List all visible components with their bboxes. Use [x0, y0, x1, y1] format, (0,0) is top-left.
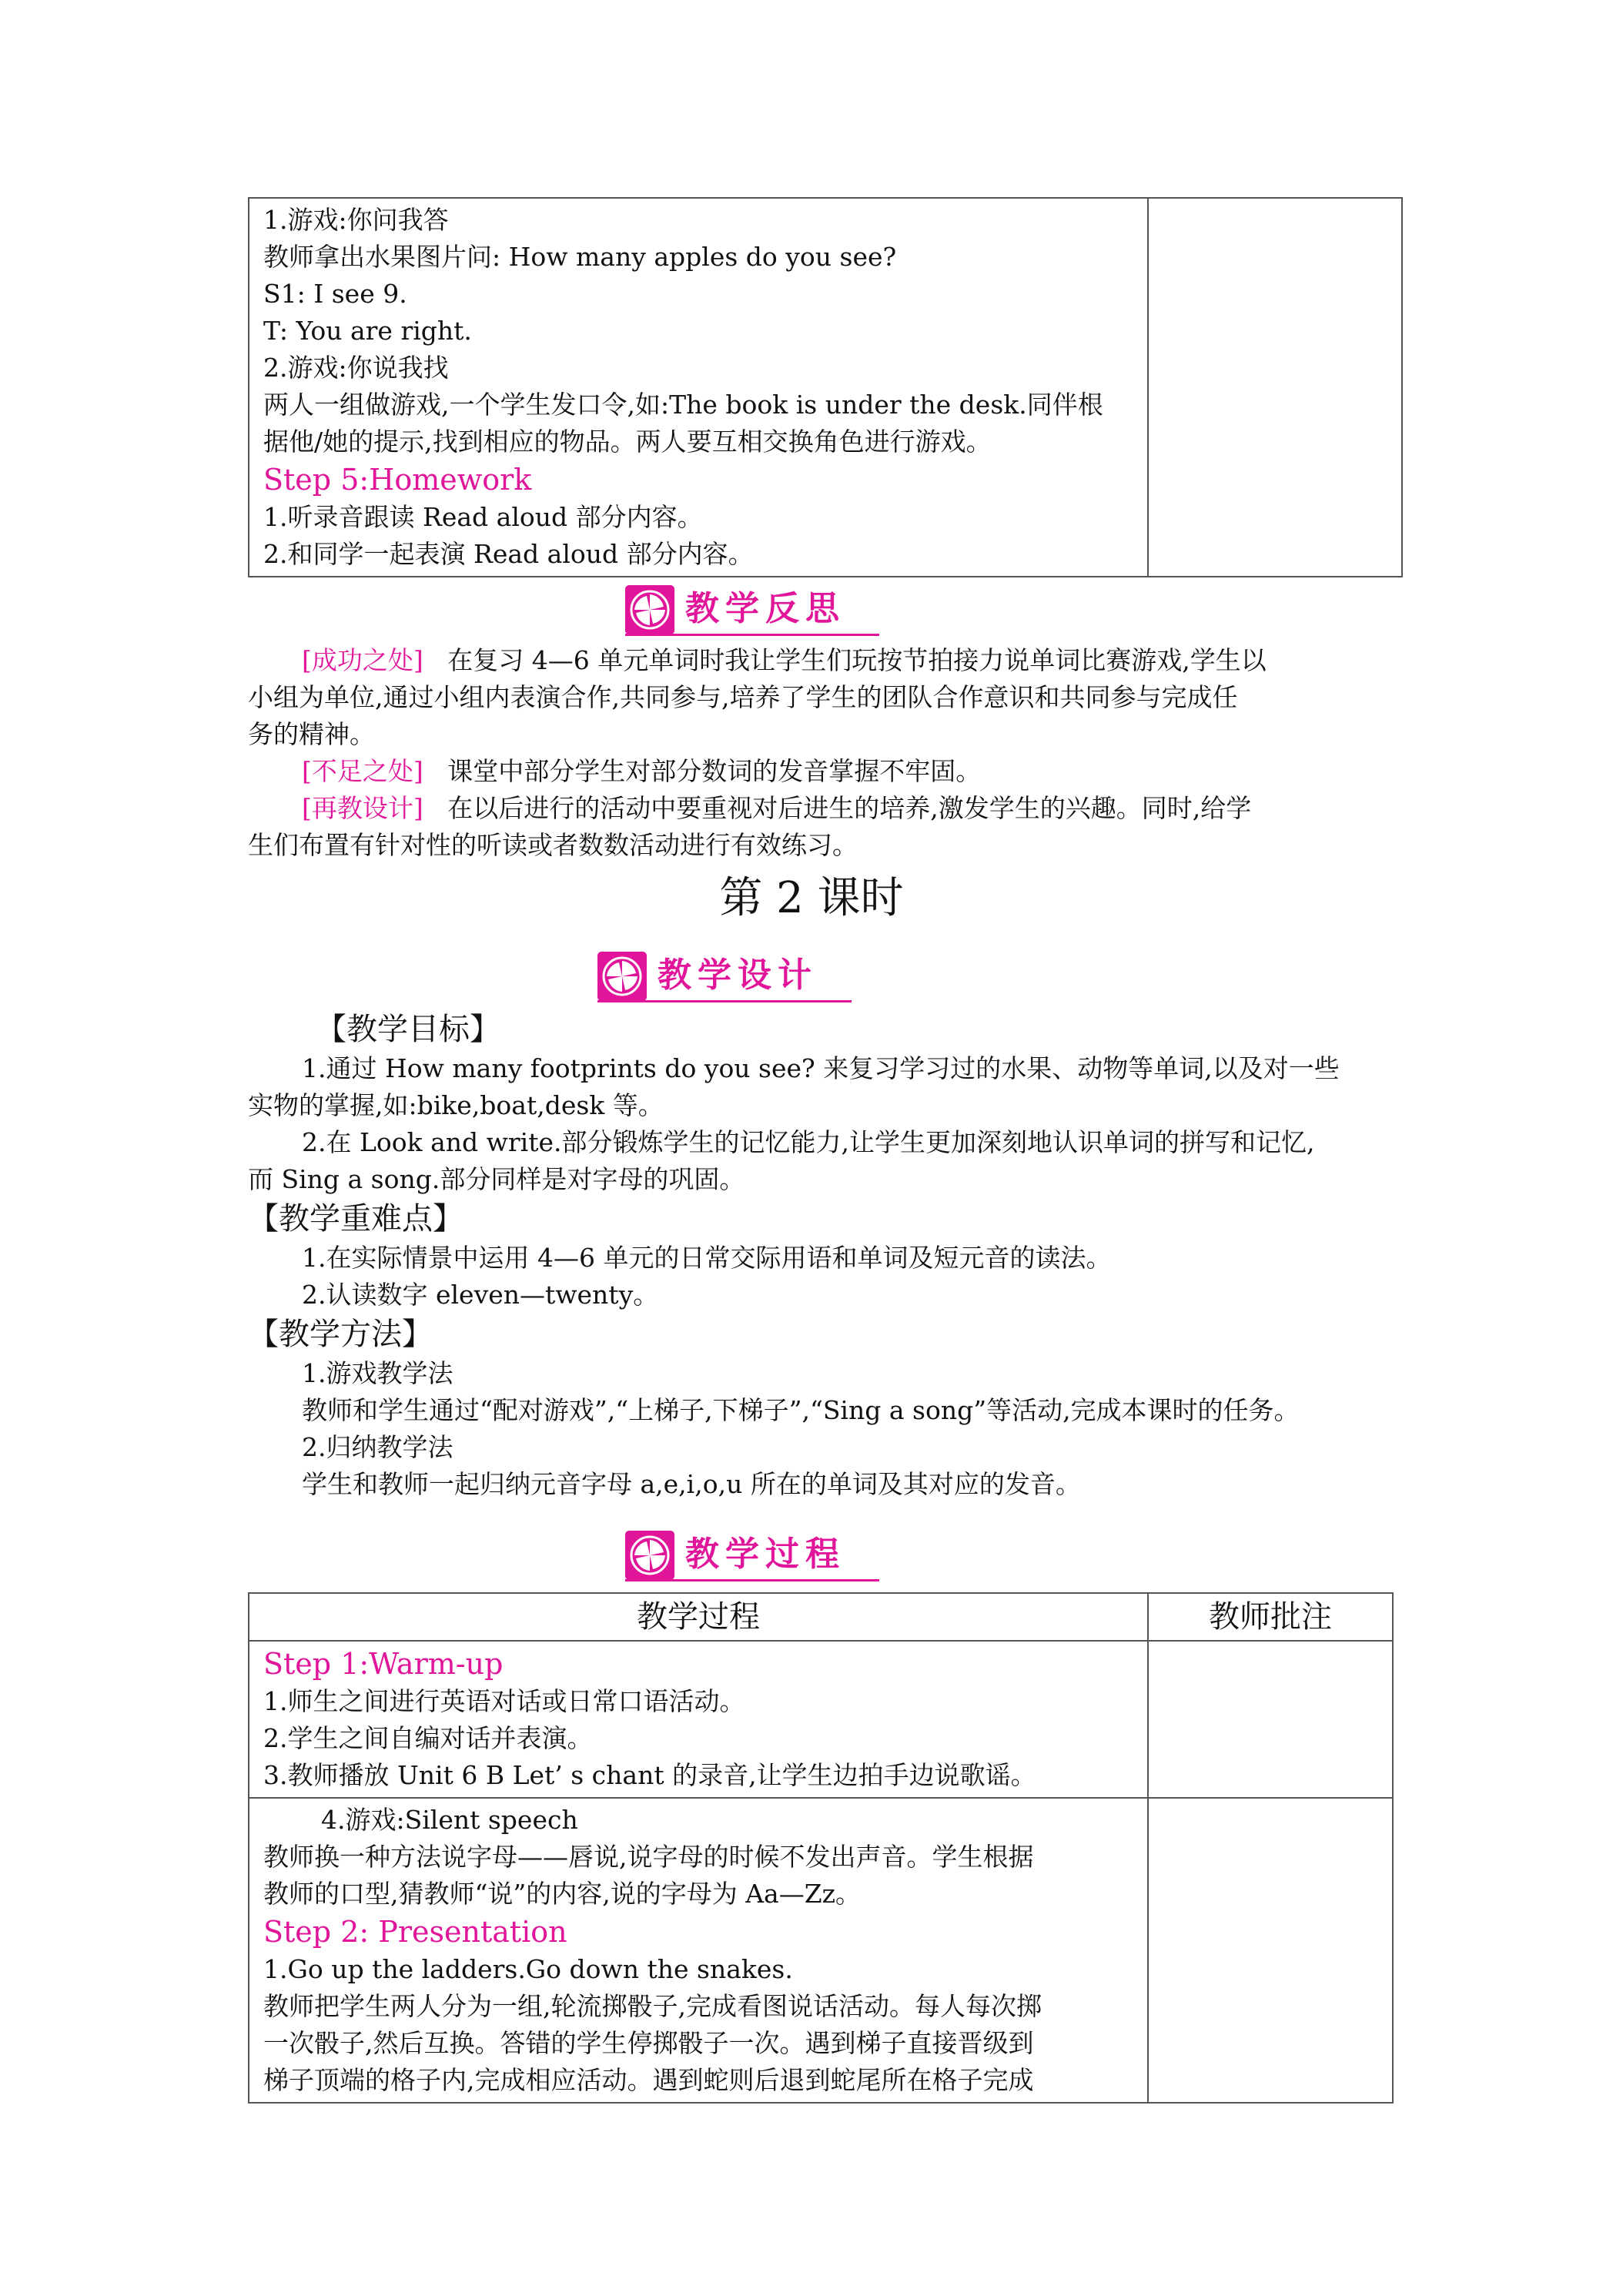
text-line: 教师拿出水果图片问: How many apples do you see?	[263, 242, 897, 272]
lesson-table-continued	[248, 197, 1403, 577]
process-cell	[249, 198, 1148, 577]
text-line: 1.通过 How many footprints do you see? 来复习学习过的水果、动物等单词,以及对一些	[302, 1053, 1340, 1083]
pinwheel-icon	[625, 1531, 674, 1580]
text-line: S1: I see 9.	[263, 279, 407, 309]
reflection-success	[248, 642, 1387, 679]
banner-underline	[625, 1579, 879, 1581]
text-line: 教师换一种方法说字母——唇说,说字母的时候不发出声音。学生根据	[263, 1842, 1034, 1872]
text-line: 1.在实际情景中运用 4—6 单元的日常交际用语和单词及短元音的读法。	[302, 1243, 1112, 1273]
text-line: 3.教师播放 Unit 6 B Let’ s chant 的录音,让学生边拍手边说歌谣。	[263, 1760, 1036, 1790]
column-header: 教学过程	[249, 1593, 1148, 1641]
text-line: 1.听录音跟读 Read aloud 部分内容。	[263, 502, 703, 532]
table-row	[249, 1798, 1393, 2103]
text-line: 1.游戏:你问我答	[263, 205, 449, 235]
text-line: 2.和同学一起表演 Read aloud 部分内容。	[263, 539, 754, 569]
banner-title: 教学过程	[685, 1535, 845, 1574]
teacher-notes-cell	[1148, 1798, 1393, 2103]
process-cell	[249, 1798, 1148, 2103]
text-line: T: You are right.	[263, 316, 472, 346]
text-line: 而 Sing a song.部分同样是对字母的巩固。	[248, 1164, 745, 1194]
section-banner-design	[597, 952, 852, 1002]
table-header-row	[249, 1593, 1393, 1641]
text-line: 4.游戏:Silent speech	[321, 1805, 578, 1835]
reflection-redesign	[248, 790, 1387, 827]
banner-underline	[597, 1000, 852, 1002]
text-line: 实物的掌握,如:bike,boat,desk 等。	[248, 1090, 664, 1120]
teacher-notes-cell	[1148, 198, 1402, 577]
banner-title: 教学设计	[658, 956, 818, 995]
process-cell	[249, 1641, 1148, 1798]
step-heading: Step 1:Warm-up	[263, 1647, 504, 1681]
keypoints-heading: 【教学重难点】	[248, 1201, 463, 1237]
text-line: 学生和教师一起归纳元音字母 a,e,i,o,u 所在的单词及其对应的发音。	[302, 1469, 1081, 1499]
text-line: 教师把学生两人分为一组,轮流掷骰子,完成看图说话活动。每人每次掷	[263, 1991, 1042, 2021]
text-line: 教师和学生通过“配对游戏”,“上梯子,下梯子”,“Sing a song”等活动,完成本课时的任务。	[302, 1395, 1300, 1425]
lesson-process-table	[248, 1592, 1394, 2104]
banner-underline	[625, 634, 879, 636]
teacher-notes-cell	[1148, 1641, 1393, 1798]
text-line: 梯子顶端的格子内,完成相应活动。遇到蛇则后退到蛇尾所在格子完成	[263, 2065, 1034, 2095]
success-tag: [成功之处]	[302, 645, 423, 675]
text-line: 2.在 Look and write.部分锻炼学生的记忆能力,让学生更加深刻地认识单词的拼写和记忆,	[302, 1127, 1315, 1157]
text-line: 两人一组做游戏,一个学生发口令,如:The book is under the desk.同伴根	[263, 390, 1103, 420]
pinwheel-icon	[625, 585, 674, 634]
pinwheel-icon	[597, 952, 647, 1001]
text-line: 1.游戏教学法	[302, 1358, 453, 1388]
reflection-section	[248, 642, 1387, 864]
text-line: 据他/她的提示,找到相应的物品。两人要互相交换角色进行游戏。	[263, 427, 992, 457]
text-line: 一次骰子,然后互换。答错的学生停掷骰子一次。遇到梯子直接晋级到	[263, 2028, 1034, 2058]
column-header: 教师批注	[1148, 1593, 1393, 1641]
redesign-text: 在以后进行的活动中要重视对后进生的培养,激发学生的兴趣。同时,给学	[447, 793, 1252, 823]
text-line: 2.游戏:你说我找	[263, 353, 449, 383]
lesson-title: 第 2 课时	[719, 873, 904, 923]
section-banner-reflection	[625, 585, 879, 636]
design-section	[248, 1009, 1387, 1503]
text-line: 2.学生之间自编对话并表演。	[263, 1723, 593, 1753]
text-line: 教师的口型,猜教师“说”的内容,说的字母为 Aa—Zz。	[263, 1879, 862, 1909]
reflection-weak	[248, 753, 1387, 790]
text-line: 1.Go up the ladders.Go down the snakes.	[263, 1954, 793, 1984]
methods-heading: 【教学方法】	[248, 1317, 433, 1352]
banner-title: 教学反思	[685, 589, 845, 628]
text-line: 务的精神。	[248, 719, 375, 749]
step-heading: Step 5:Homework	[263, 463, 532, 497]
text-line: 生们布置有针对性的听读或者数数活动进行有效练习。	[248, 830, 858, 860]
weak-tag: [不足之处]	[302, 756, 423, 786]
redesign-tag: [再教设计]	[302, 793, 423, 823]
step-heading: Step 2: Presentation	[263, 1915, 567, 1949]
text-line: 2.归纳教学法	[302, 1432, 453, 1462]
text-line: 2.认读数字 eleven—twenty。	[302, 1280, 659, 1310]
table-row	[249, 1641, 1393, 1798]
weak-text: 课堂中部分学生对部分数词的发音掌握不牢固。	[447, 756, 982, 786]
success-text: 在复习 4—6 单元单词时我让学生们玩按节拍接力说单词比赛游戏,学生以	[447, 645, 1267, 675]
text-line: 小组为单位,通过小组内表演合作,共同参与,培养了学生的团队合作意识和共同参与完成任	[248, 682, 1238, 712]
objectives-heading: 【教学目标】	[316, 1012, 500, 1047]
section-banner-process	[625, 1531, 879, 1581]
text-line: 1.师生之间进行英语对话或日常口语活动。	[263, 1686, 745, 1716]
